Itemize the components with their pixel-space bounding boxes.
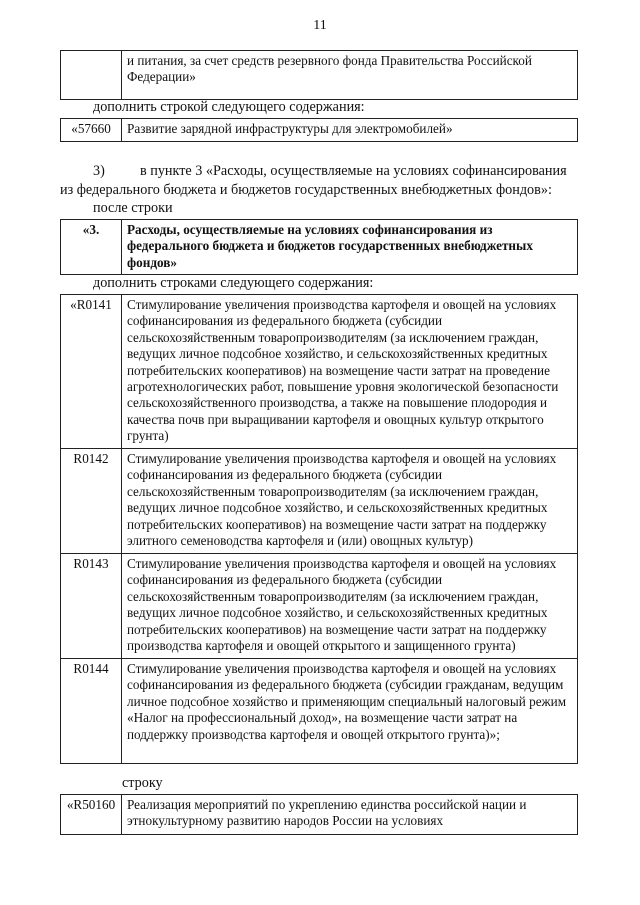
table-row	[61, 449, 578, 554]
row-text: Стимулирование увеличения производства картофеля и овощей на условиях софинансирования из федерального бюджета (субсидии сельскохозяйственным товаропроизводителям (за исключением граждан, ведущих личное подсобное хозяйство, и сельскохозяйственных кредитных потребительских кооперативов) на возмещение части затрат на поддержку производства картофеля и овощей открытого и защищенного грунта)	[122, 554, 578, 659]
row-code: «57660	[61, 119, 122, 142]
row-text: Развитие зарядной инфраструктуры для электромобилей»	[122, 119, 578, 142]
page-number: 11	[313, 18, 327, 33]
row-text: Стимулирование увеличения производства картофеля и овощей на условиях софинансирования из федерального бюджета (субсидии сельскохозяйственным товаропроизводителям (за исключением граждан, ведущих личное подсобное хозяйство, и сельскохозяйственных кредитных потребительских кооперативов) на возмещение части затрат на проведение агротехнологических работ, повышение уровня экологической безопасности сельскохозяйственного производства, а также на повышение плодородия и качества почв при выращивании картофеля и овощных культур открытого грунта)	[122, 295, 578, 449]
row-text: Расходы, осуществляемые на условиях софинансирования из федерального бюджета и бюджетов государственных внебюджетных фондов»	[122, 220, 578, 275]
table-row	[61, 119, 578, 142]
table-row	[61, 795, 578, 835]
row-code: «3.	[61, 220, 122, 275]
rows-table	[60, 294, 578, 764]
after-row-label: после строки	[93, 200, 173, 216]
item-3-line-2: из федерального бюджета и бюджетов государственных внебюджетных фондов»:	[60, 182, 552, 198]
row-50160-table	[60, 794, 578, 835]
row-label: строку	[122, 775, 163, 791]
item-3-line-1: в пункте 3 «Расходы, осуществляемые на условиях софинансирования	[140, 163, 567, 179]
continuation-table	[60, 50, 578, 100]
row-code: «R50160	[61, 795, 122, 835]
row-text: Стимулирование увеличения производства картофеля и овощей на условиях софинансирования из федерального бюджета (субсидии сельскохозяйственным товаропроизводителям (за исключением граждан, ведущих личное подсобное хозяйство, и сельскохозяйственных кредитных потребительских кооперативов) на возмещение части затрат на поддержку элитного семеноводства картофеля и (или) овощных культур)	[122, 449, 578, 554]
item-number: 3)	[93, 163, 105, 179]
instruction-add-row: дополнить строкой следующего содержания:	[93, 99, 365, 115]
row-text: Стимулирование увеличения производства картофеля и овощей на условиях софинансирования из федерального бюджета (субсидии гражданам, ведущим личное подсобное хозяйство и применяющим специальный налоговый режим «Налог на профессиональный доход», на возмещение части затрат на поддержку производства картофеля и овощей открытого грунта)»;	[122, 659, 578, 764]
row-57660-table	[60, 118, 578, 142]
row-3-table	[60, 219, 578, 275]
row-code	[61, 51, 122, 100]
row-code: R0142	[61, 449, 122, 554]
row-code: «R0141	[61, 295, 122, 449]
table-row	[61, 554, 578, 659]
instruction-add-rows: дополнить строками следующего содержания:	[93, 275, 374, 291]
row-code: R0144	[61, 659, 122, 764]
row-text: Реализация мероприятий по укреплению единства российской нации и этнокультурному развитию народов России на условиях	[122, 795, 578, 835]
table-row	[61, 51, 578, 100]
table-row	[61, 295, 578, 449]
table-row	[61, 220, 578, 275]
table-row	[61, 659, 578, 764]
row-code: R0143	[61, 554, 122, 659]
row-text: и питания, за счет средств резервного фонда Правительства Российской Федерации»	[122, 51, 578, 100]
